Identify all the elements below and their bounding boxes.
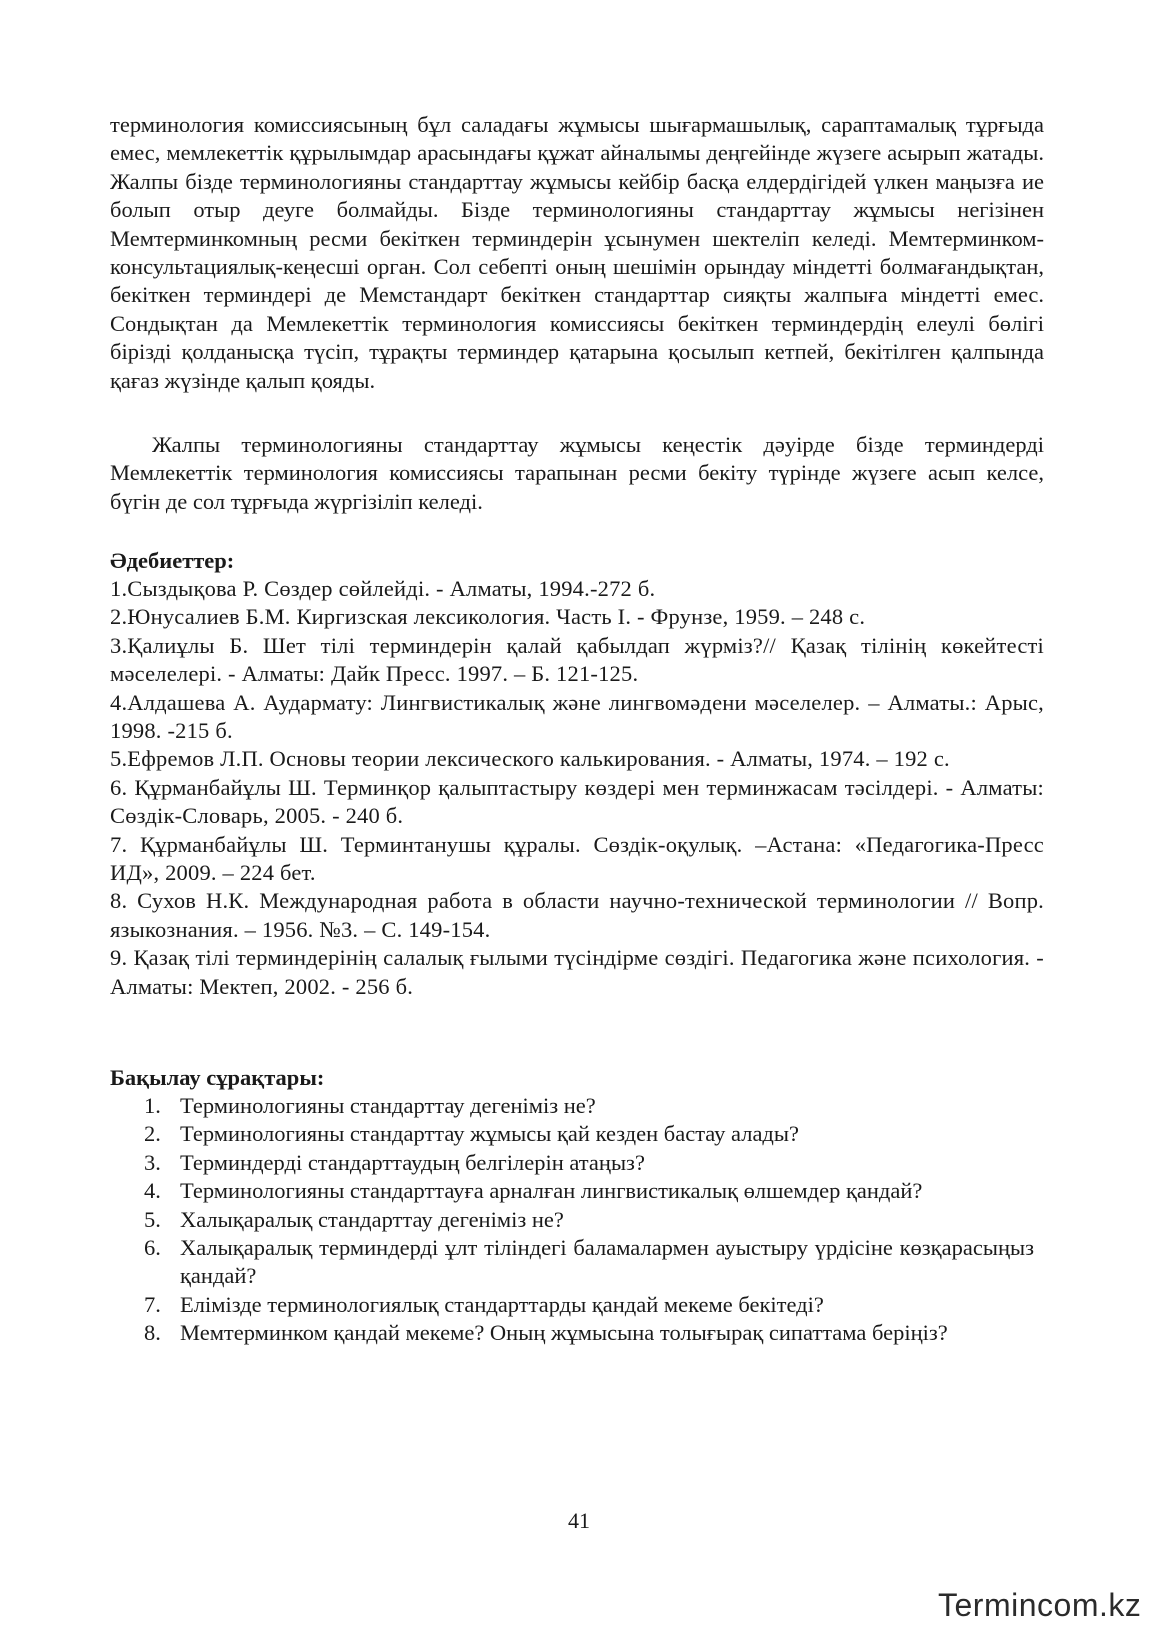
question-text: Мемтерминком қандай мекеме? Оның жұмысына толығырақ сипаттама беріңіз? xyxy=(180,1320,948,1346)
reference-item: 7. Құрманбайұлы Ш. Терминтанушы құралы. Сөздік-оқулық. –Астана: «Педагогика-Пресс ИД», 2009. – 224 бет. xyxy=(110,831,1044,886)
question-text: Терминологияны стандарттау жұмысы қай кезден бастау алады? xyxy=(180,1121,799,1147)
site-watermark[interactable] xyxy=(938,1583,1148,1627)
question-text: Халықаралық стандарттау дегеніміз не? xyxy=(180,1206,564,1232)
questions-list xyxy=(110,1092,1044,1348)
body-paragraph: терминология комиссиясының бұл саладағы жұмысы шығармашылық, сараптамалық тұрғыда емес, мемлекеттік құрылымдар арасындағы құжат айналымы деңгейінде жүзеге асырып жатады. Жалпы бізде терминологияны стандарттау жұмысы кейбір басқа елдердігідей үлкен маңызға ие болып отыр деуге болмайды. Бізде терминологияны стандарттау жұмысы негізінен Мемтерминкомның ресми бекіткен терминдерін ұсынумен шектеліп келеді. Мемтерминком-консультациялық-кеңесші орган. Сол себепті оның шешімін орындау міндетті болмағандықтан, бекіткен терминдері де Мемстандарт бекіткен стандарттар сияқты жалпыға міндетті емес. Сондықтан да Мемлекеттік терминология комиссиясы бекіткен терминдердің елеулі бөлігі бірізді қолданысқа түсіп, тұрақты терминдер қатарына қосылып кетпей, бекітілген қалпында қағаз жүзінде қалып қояды. xyxy=(110,112,1044,393)
watermark-text: Termincom.kz xyxy=(938,1586,1142,1623)
question-text: Терминдерді стандарттаудың белгілерін атаңыз? xyxy=(180,1149,645,1175)
body-paragraph: Жалпы терминологияны стандарттау жұмысы кеңестік дәуірде бізде терминдерді Мемлекеттік терминология комиссиясы тарапынан ресми бекіту түрінде жүзеге асып келсе, бүгін де сол тұрғыда жүргізіліп келеді. xyxy=(110,432,1044,514)
question-text: Халықаралық терминдерді ұлт тіліндегі баламалармен ауыстыру үрдісіне көзқарасыңыз қандай? xyxy=(180,1235,1034,1289)
reference-item: 2.Юнусалиев Б.М. Киргизская лексикология. Часть I. - Фрунзе, 1959. – 248 с. xyxy=(110,604,866,630)
question-number: 4. xyxy=(144,1178,161,1204)
question-text: Елімізде терминологиялық стандарттарды қандай мекеме бекітеді? xyxy=(180,1291,824,1317)
question-number: 1. xyxy=(144,1093,161,1118)
reference-item: 4.Алдашева А. Аудармату: Лингвистикалық және лингвомәдени мәселелер. – Алматы.: Арыс, 1998. -215 б. xyxy=(110,689,1044,744)
question-number: 2. xyxy=(144,1121,161,1147)
reference-item: 3.Қалиұлы Б. Шет тілі терминдерін қалай қабылдап жүрміз?// Қазақ тілінің көкейтесті мәселелері. - Алматы: Дайк Пресс. 1997. – Б. 121-125. xyxy=(110,632,1044,687)
question-item xyxy=(110,1291,1034,1319)
question-text: Терминологияны стандарттау дегеніміз не? xyxy=(180,1093,596,1118)
question-item xyxy=(110,1149,1034,1177)
reference-item: 9. Қазақ тілі терминдерінің салалық ғылыми түсіндірме сөздігі. Педагогика және психология. - Алматы: Мектеп, 2002. - 256 б. xyxy=(110,945,1044,999)
page-number: 41 xyxy=(568,1508,590,1533)
references-list xyxy=(110,575,1044,1001)
question-item xyxy=(110,1092,1034,1120)
questions-heading: Бақылау сұрақтары: xyxy=(110,1065,325,1090)
references-heading: Әдебиеттер: xyxy=(110,548,235,573)
reference-item: 6. Құрманбайұлы Ш. Терминқор қалыптастыру көздері мен терминжасам тәсілдері. - Алматы: Сөздік-Словарь, 2005. - 240 б. xyxy=(110,774,1044,829)
question-number: 3. xyxy=(144,1149,161,1175)
question-number: 8. xyxy=(144,1320,161,1346)
question-item xyxy=(110,1234,1034,1291)
reference-item: 1.Сыздықова Р. Сөздер сөйлейді. - Алматы, 1994.-272 б. xyxy=(110,576,656,601)
question-number: 6. xyxy=(144,1235,161,1261)
question-number: 5. xyxy=(144,1206,161,1232)
question-number: 7. xyxy=(144,1291,161,1317)
question-item xyxy=(110,1206,1034,1234)
question-item xyxy=(110,1319,1034,1347)
question-item xyxy=(110,1177,1034,1205)
question-text: Терминологияны стандарттауға арналған лингвистикалық өлшемдер қандай? xyxy=(180,1178,923,1204)
reference-item: 8. Сухов Н.К. Международная работа в области научно-технической терминологии // Вопр. языкознания. – 1956. №3. – С. 149-154. xyxy=(110,888,1044,942)
question-item xyxy=(110,1120,1034,1148)
reference-item: 5.Ефремов Л.П. Основы теории лексического калькирования. - Алматы, 1974. – 192 с. xyxy=(110,746,950,772)
